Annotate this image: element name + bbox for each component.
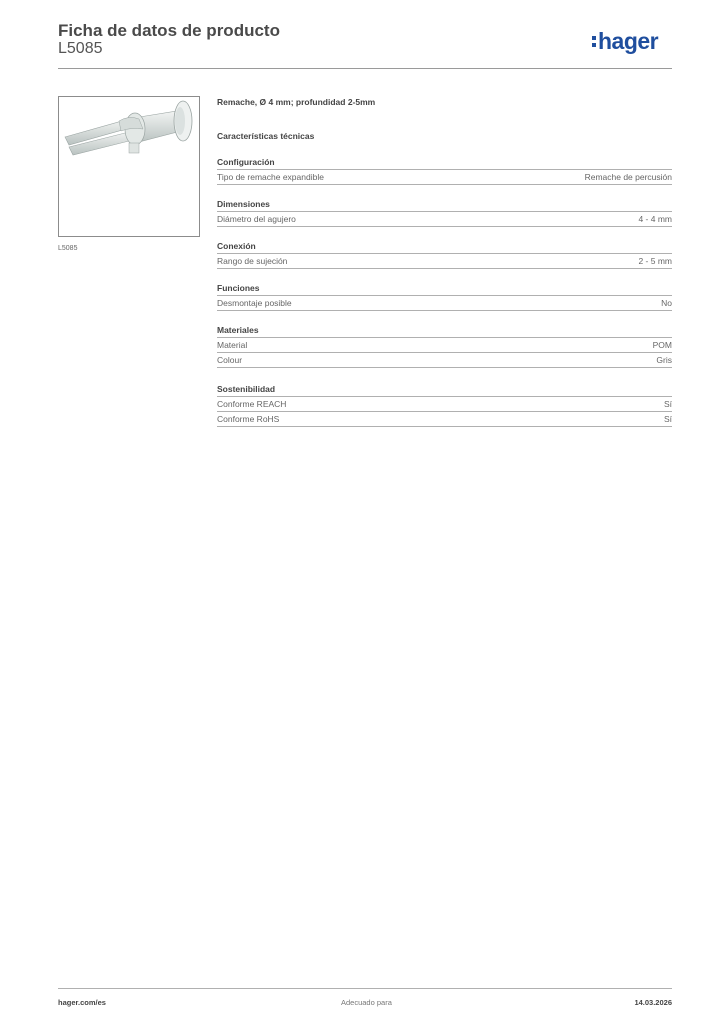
spec-label: Diámetro del agujero (217, 214, 296, 224)
section-conexion (217, 241, 672, 269)
spec-label: Desmontaje posible (217, 298, 292, 308)
spec-row (217, 353, 672, 368)
spec-row (217, 412, 672, 427)
spec-value: Remache de percusión (584, 172, 672, 182)
section-dimensiones (217, 199, 672, 227)
spec-value: 2 - 5 mm (638, 256, 672, 266)
product-image (58, 96, 200, 237)
footer-suitable-for: Adecuado para (341, 998, 392, 1007)
spec-row (217, 254, 672, 269)
header-divider (58, 68, 672, 69)
spec-value: POM (652, 340, 672, 350)
section-title: Materiales (217, 325, 672, 338)
product-code: L5085 (58, 40, 103, 57)
spec-label: Conforme REACH (217, 399, 287, 409)
spec-row (217, 296, 672, 311)
spec-value: 4 - 4 mm (638, 214, 672, 224)
section-title: Conexión (217, 241, 672, 254)
hager-logo (592, 28, 658, 55)
section-title: Funciones (217, 283, 672, 296)
section-configuracion (217, 157, 672, 185)
rivet-illustration (59, 97, 199, 236)
spec-value: No (661, 298, 672, 308)
spec-label: Conforme RoHS (217, 414, 280, 424)
footer-website-link[interactable]: hager.com/es (58, 998, 106, 1007)
spec-row (217, 397, 672, 412)
section-title: Sostenibilidad (217, 384, 672, 397)
logo-dots-icon (592, 36, 596, 47)
section-materiales (217, 325, 672, 368)
spec-label: Rango de sujeción (217, 256, 288, 266)
spec-value: Gris (656, 355, 672, 365)
section-title: Configuración (217, 157, 672, 170)
spec-label: Material (217, 340, 248, 350)
logo-text: hager (598, 28, 659, 54)
spec-row (217, 338, 672, 353)
page-title: Ficha de datos de producto (58, 21, 280, 40)
section-funciones (217, 283, 672, 311)
footer-divider (58, 988, 672, 989)
section-title: Dimensiones (217, 199, 672, 212)
product-description: Remache, Ø 4 mm; profundidad 2-5mm (217, 97, 376, 107)
spec-value: Sí (663, 414, 672, 424)
spec-label: Tipo de remache expandible (217, 172, 324, 182)
spec-row (217, 170, 672, 185)
footer-date: 14.03.2026 (634, 998, 672, 1007)
spec-row (217, 212, 672, 227)
tech-characteristics-title: Características técnicas (217, 131, 315, 141)
spec-value: Sí (663, 399, 672, 409)
spec-label: Colour (217, 355, 243, 365)
section-sostenibilidad (217, 384, 672, 427)
image-caption: L5085 (58, 245, 78, 252)
spec-content (217, 96, 672, 427)
